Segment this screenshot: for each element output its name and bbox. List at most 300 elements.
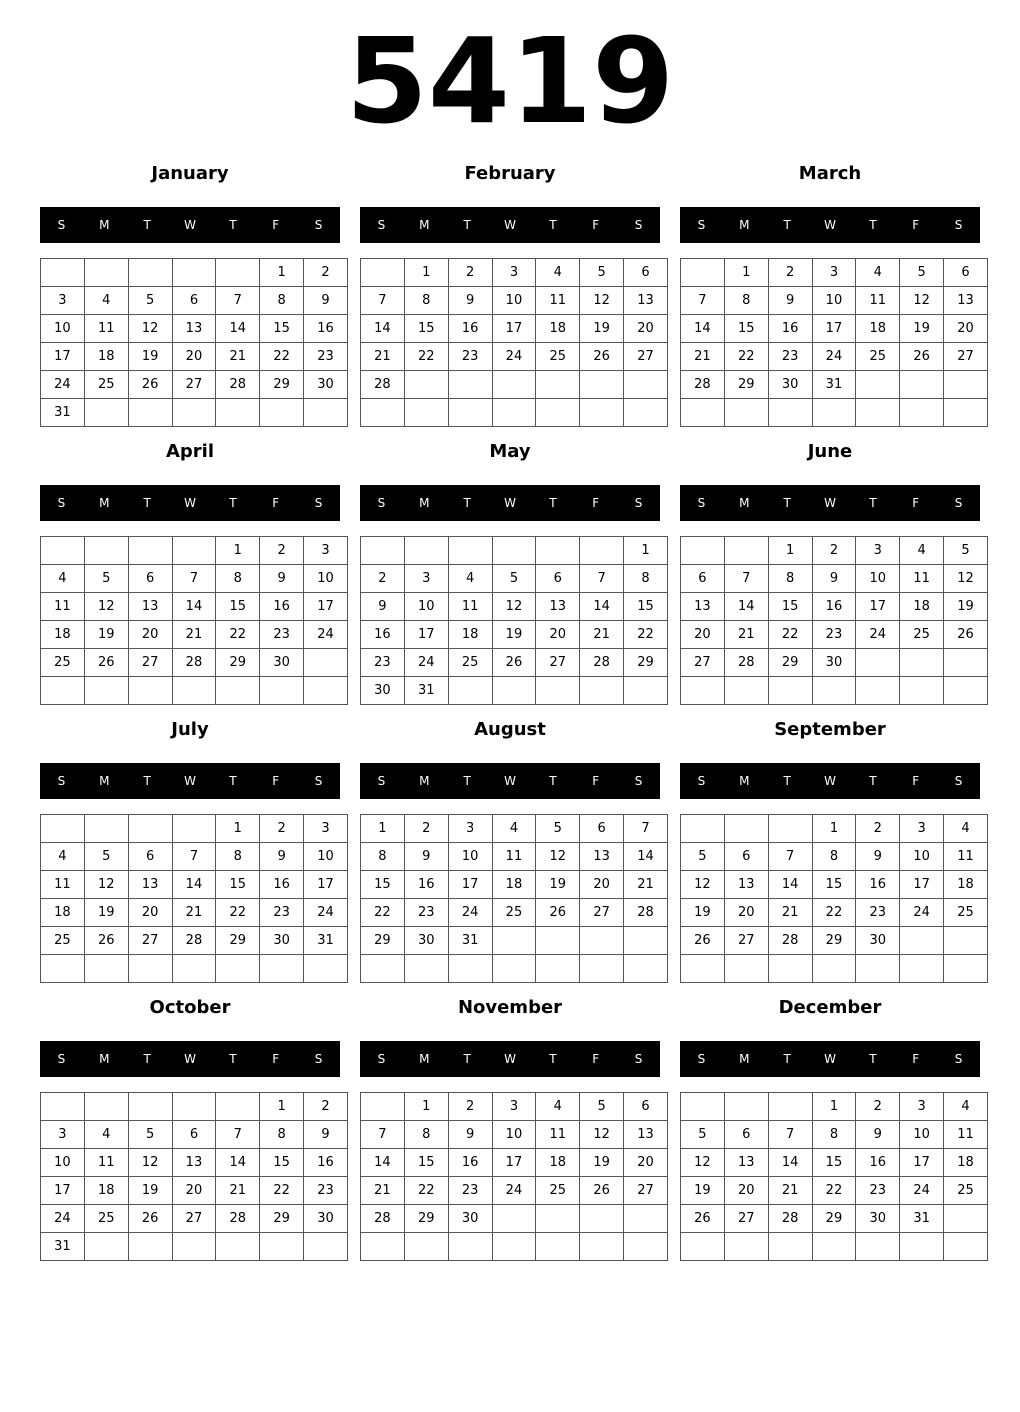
empty-cell — [944, 399, 988, 427]
day-cell: 21 — [768, 1177, 812, 1205]
day-cell: 9 — [768, 287, 812, 315]
day-cell: 30 — [812, 649, 856, 677]
day-cell: 9 — [361, 593, 405, 621]
day-cell: 3 — [492, 1093, 536, 1121]
day-cell: 19 — [900, 315, 944, 343]
day-grid — [680, 814, 988, 983]
week-row — [681, 287, 988, 315]
weekday-label: W — [184, 774, 196, 788]
weekday-label: M — [419, 1052, 430, 1066]
week-row — [361, 955, 668, 983]
day-cell: 19 — [128, 343, 172, 371]
day-cell: 21 — [361, 1177, 405, 1205]
day-cell: 17 — [304, 871, 348, 899]
day-cell: 4 — [536, 1093, 580, 1121]
day-cell: 11 — [944, 1121, 988, 1149]
day-cell: 2 — [260, 815, 304, 843]
empty-cell — [768, 955, 812, 983]
day-cell: 24 — [812, 343, 856, 371]
day-cell: 26 — [536, 899, 580, 927]
day-cell: 15 — [260, 1149, 304, 1177]
weekday-label: M — [99, 1052, 110, 1066]
day-cell: 16 — [448, 315, 492, 343]
day-cell: 25 — [856, 343, 900, 371]
day-cell: 23 — [304, 1177, 348, 1205]
week-row — [41, 593, 348, 621]
empty-cell — [624, 927, 668, 955]
day-cell: 4 — [900, 537, 944, 565]
empty-cell — [944, 649, 988, 677]
day-cell: 8 — [724, 287, 768, 315]
day-cell: 12 — [580, 287, 624, 315]
week-row — [361, 871, 668, 899]
day-cell: 27 — [536, 649, 580, 677]
day-cell: 11 — [448, 593, 492, 621]
day-cell: 27 — [128, 927, 172, 955]
day-cell: 5 — [944, 537, 988, 565]
weekday-label: T — [869, 218, 877, 232]
day-cell: 6 — [536, 565, 580, 593]
day-cell: 13 — [944, 287, 988, 315]
day-cell: 18 — [448, 621, 492, 649]
day-cell: 26 — [492, 649, 536, 677]
week-row — [681, 815, 988, 843]
week-row — [681, 565, 988, 593]
week-row — [361, 1121, 668, 1149]
day-cell: 11 — [41, 871, 85, 899]
empty-cell — [624, 1233, 668, 1261]
weekday-label: W — [504, 1052, 516, 1066]
weekday-label: W — [184, 1052, 196, 1066]
month-october — [40, 996, 340, 1266]
day-cell: 10 — [404, 593, 448, 621]
day-cell: 14 — [768, 871, 812, 899]
day-cell: 4 — [856, 259, 900, 287]
day-cell: 18 — [944, 1149, 988, 1177]
weekday-header — [680, 1041, 980, 1077]
day-cell: 30 — [260, 927, 304, 955]
empty-cell — [724, 677, 768, 705]
month-name: March — [798, 163, 862, 184]
empty-cell — [448, 1233, 492, 1261]
empty-cell — [944, 955, 988, 983]
weekday-header — [680, 207, 980, 243]
day-cell: 25 — [448, 649, 492, 677]
week-row — [681, 899, 988, 927]
week-row — [41, 1233, 348, 1261]
day-cell: 20 — [724, 899, 768, 927]
weekday-label: S — [314, 218, 323, 232]
empty-cell — [681, 399, 725, 427]
weekday-label: T — [869, 774, 877, 788]
day-cell: 16 — [856, 1149, 900, 1177]
weekday-label: S — [377, 774, 386, 788]
day-cell: 30 — [856, 927, 900, 955]
empty-cell — [492, 399, 536, 427]
day-cell: 25 — [84, 1205, 128, 1233]
week-row — [41, 537, 348, 565]
day-cell: 14 — [724, 593, 768, 621]
empty-cell — [768, 1093, 812, 1121]
empty-cell — [681, 259, 725, 287]
month-august — [360, 718, 660, 988]
day-cell: 3 — [304, 537, 348, 565]
empty-cell — [128, 537, 172, 565]
day-cell: 8 — [260, 287, 304, 315]
empty-cell — [580, 927, 624, 955]
day-cell: 23 — [304, 343, 348, 371]
weekday-label: F — [912, 1052, 920, 1066]
day-cell: 30 — [768, 371, 812, 399]
day-cell: 17 — [41, 343, 85, 371]
day-cell: 17 — [492, 315, 536, 343]
day-cell: 5 — [128, 1121, 172, 1149]
day-cell: 1 — [724, 259, 768, 287]
day-cell: 28 — [724, 649, 768, 677]
weekday-label: W — [504, 218, 516, 232]
day-cell: 23 — [856, 899, 900, 927]
day-cell: 23 — [260, 899, 304, 927]
day-cell: 25 — [536, 1177, 580, 1205]
day-cell: 24 — [304, 899, 348, 927]
empty-cell — [681, 815, 725, 843]
day-cell: 9 — [404, 843, 448, 871]
day-cell: 16 — [304, 1149, 348, 1177]
day-cell: 6 — [724, 843, 768, 871]
empty-cell — [580, 955, 624, 983]
day-cell: 16 — [812, 593, 856, 621]
empty-cell — [944, 1233, 988, 1261]
month-december — [680, 996, 980, 1266]
day-cell: 8 — [361, 843, 405, 871]
day-cell: 29 — [361, 927, 405, 955]
weekday-label: S — [57, 496, 66, 510]
empty-cell — [724, 1233, 768, 1261]
day-cell: 13 — [724, 1149, 768, 1177]
day-grid — [40, 814, 348, 983]
weekday-label: T — [783, 496, 791, 510]
week-row — [681, 1205, 988, 1233]
day-cell: 4 — [492, 815, 536, 843]
weekday-label: M — [99, 218, 110, 232]
weekday-header — [360, 207, 660, 243]
weekday-label: T — [549, 774, 557, 788]
day-cell: 28 — [216, 371, 260, 399]
empty-cell — [812, 677, 856, 705]
day-cell: 5 — [681, 1121, 725, 1149]
day-cell: 19 — [84, 899, 128, 927]
week-row — [361, 287, 668, 315]
day-cell: 4 — [41, 843, 85, 871]
weekday-label: S — [697, 218, 706, 232]
week-row — [681, 927, 988, 955]
week-row — [41, 955, 348, 983]
day-cell: 27 — [128, 649, 172, 677]
day-cell: 11 — [536, 1121, 580, 1149]
weekday-label: W — [184, 218, 196, 232]
day-cell: 24 — [492, 1177, 536, 1205]
day-cell: 9 — [260, 565, 304, 593]
empty-cell — [404, 1233, 448, 1261]
day-cell: 21 — [216, 343, 260, 371]
week-row — [361, 1233, 668, 1261]
day-cell: 29 — [624, 649, 668, 677]
day-cell: 12 — [536, 843, 580, 871]
empty-cell — [580, 677, 624, 705]
week-row — [41, 371, 348, 399]
day-cell: 23 — [404, 899, 448, 927]
empty-cell — [260, 955, 304, 983]
day-cell: 27 — [724, 1205, 768, 1233]
day-cell: 9 — [448, 1121, 492, 1149]
day-grid — [40, 258, 348, 427]
weekday-label: S — [634, 774, 643, 788]
weekday-label: T — [463, 774, 471, 788]
empty-cell — [492, 1205, 536, 1233]
day-cell: 6 — [681, 565, 725, 593]
month-november — [360, 996, 660, 1266]
day-cell: 16 — [260, 593, 304, 621]
day-cell: 19 — [944, 593, 988, 621]
day-cell: 23 — [361, 649, 405, 677]
day-cell: 4 — [84, 1121, 128, 1149]
empty-cell — [260, 677, 304, 705]
weekday-label: M — [419, 218, 430, 232]
weekday-label: S — [377, 1052, 386, 1066]
empty-cell — [624, 955, 668, 983]
day-cell: 15 — [624, 593, 668, 621]
weekday-header — [40, 1041, 340, 1077]
day-cell: 7 — [216, 287, 260, 315]
empty-cell — [84, 537, 128, 565]
day-cell: 7 — [768, 843, 812, 871]
day-cell: 17 — [404, 621, 448, 649]
day-grid — [680, 1092, 988, 1261]
day-cell: 12 — [492, 593, 536, 621]
day-cell: 16 — [448, 1149, 492, 1177]
day-cell: 5 — [84, 843, 128, 871]
day-cell: 13 — [536, 593, 580, 621]
weekday-label: T — [783, 1052, 791, 1066]
week-row — [361, 1205, 668, 1233]
day-cell: 27 — [172, 371, 216, 399]
empty-cell — [361, 537, 405, 565]
empty-cell — [492, 371, 536, 399]
day-cell: 30 — [404, 927, 448, 955]
day-cell: 14 — [172, 871, 216, 899]
week-row — [41, 899, 348, 927]
empty-cell — [724, 815, 768, 843]
day-cell: 9 — [304, 1121, 348, 1149]
day-cell: 18 — [492, 871, 536, 899]
week-row — [681, 649, 988, 677]
empty-cell — [900, 677, 944, 705]
week-row — [41, 927, 348, 955]
empty-cell — [536, 399, 580, 427]
week-row — [361, 1149, 668, 1177]
empty-cell — [536, 1205, 580, 1233]
week-row — [681, 871, 988, 899]
empty-cell — [361, 955, 405, 983]
day-cell: 29 — [812, 1205, 856, 1233]
day-cell: 4 — [536, 259, 580, 287]
week-row — [361, 843, 668, 871]
day-cell: 30 — [260, 649, 304, 677]
day-cell: 29 — [216, 649, 260, 677]
day-cell: 26 — [580, 1177, 624, 1205]
empty-cell — [84, 1233, 128, 1261]
day-cell: 16 — [304, 315, 348, 343]
day-cell: 10 — [492, 287, 536, 315]
empty-cell — [724, 537, 768, 565]
empty-cell — [580, 371, 624, 399]
empty-cell — [580, 1233, 624, 1261]
day-cell: 26 — [84, 649, 128, 677]
empty-cell — [900, 955, 944, 983]
day-cell: 7 — [681, 287, 725, 315]
empty-cell — [84, 259, 128, 287]
day-cell: 6 — [624, 259, 668, 287]
weekday-label: S — [954, 218, 963, 232]
weekday-header — [360, 1041, 660, 1077]
day-cell: 10 — [900, 843, 944, 871]
day-cell: 22 — [768, 621, 812, 649]
week-row — [681, 371, 988, 399]
week-row — [361, 565, 668, 593]
day-cell: 1 — [260, 259, 304, 287]
day-grid — [360, 814, 668, 983]
day-cell: 6 — [944, 259, 988, 287]
day-cell: 13 — [624, 287, 668, 315]
day-cell: 3 — [304, 815, 348, 843]
empty-cell — [681, 1233, 725, 1261]
day-cell: 25 — [900, 621, 944, 649]
day-cell: 12 — [128, 1149, 172, 1177]
day-cell: 3 — [404, 565, 448, 593]
weekday-label: T — [229, 774, 237, 788]
weekday-label: T — [229, 1052, 237, 1066]
empty-cell — [304, 399, 348, 427]
day-cell: 18 — [41, 899, 85, 927]
day-cell: 20 — [172, 1177, 216, 1205]
day-cell: 24 — [41, 371, 85, 399]
week-row — [681, 537, 988, 565]
empty-cell — [84, 399, 128, 427]
weekday-label: T — [463, 1052, 471, 1066]
weekday-label: T — [229, 496, 237, 510]
day-cell: 24 — [492, 343, 536, 371]
month-june — [680, 440, 980, 710]
weekday-label: T — [549, 218, 557, 232]
day-cell: 11 — [856, 287, 900, 315]
day-cell: 28 — [681, 371, 725, 399]
day-cell: 11 — [84, 1149, 128, 1177]
day-cell: 28 — [361, 1205, 405, 1233]
week-row — [41, 1121, 348, 1149]
day-cell: 23 — [768, 343, 812, 371]
day-cell: 26 — [84, 927, 128, 955]
week-row — [41, 287, 348, 315]
day-cell: 5 — [128, 287, 172, 315]
day-cell: 16 — [856, 871, 900, 899]
month-september — [680, 718, 980, 988]
empty-cell — [448, 399, 492, 427]
empty-cell — [536, 677, 580, 705]
empty-cell — [404, 399, 448, 427]
day-cell: 23 — [856, 1177, 900, 1205]
week-row — [681, 955, 988, 983]
day-cell: 22 — [216, 899, 260, 927]
week-row — [681, 343, 988, 371]
weekday-label: W — [824, 496, 836, 510]
empty-cell — [41, 677, 85, 705]
day-cell: 4 — [448, 565, 492, 593]
day-cell: 17 — [812, 315, 856, 343]
week-row — [361, 371, 668, 399]
empty-cell — [900, 1233, 944, 1261]
weekday-label: S — [377, 496, 386, 510]
day-cell: 13 — [724, 871, 768, 899]
day-cell: 26 — [681, 1205, 725, 1233]
day-cell: 7 — [624, 815, 668, 843]
week-row — [681, 843, 988, 871]
week-row — [361, 927, 668, 955]
day-cell: 13 — [172, 315, 216, 343]
empty-cell — [448, 677, 492, 705]
day-cell: 26 — [128, 371, 172, 399]
day-cell: 4 — [84, 287, 128, 315]
day-cell: 20 — [580, 871, 624, 899]
day-cell: 28 — [172, 649, 216, 677]
week-row — [361, 899, 668, 927]
weekday-label: S — [377, 218, 386, 232]
weekday-label: W — [184, 496, 196, 510]
empty-cell — [768, 815, 812, 843]
empty-cell — [404, 955, 448, 983]
day-cell: 14 — [580, 593, 624, 621]
weekday-label: T — [143, 774, 151, 788]
day-cell: 17 — [448, 871, 492, 899]
day-cell: 11 — [536, 287, 580, 315]
day-cell: 1 — [361, 815, 405, 843]
weekday-label: F — [272, 1052, 280, 1066]
day-cell: 2 — [304, 259, 348, 287]
day-cell: 18 — [900, 593, 944, 621]
empty-cell — [304, 955, 348, 983]
empty-cell — [580, 1205, 624, 1233]
day-cell: 7 — [172, 565, 216, 593]
empty-cell — [448, 955, 492, 983]
empty-cell — [624, 1205, 668, 1233]
day-cell: 20 — [624, 315, 668, 343]
day-cell: 21 — [216, 1177, 260, 1205]
day-cell: 27 — [580, 899, 624, 927]
week-row — [681, 1121, 988, 1149]
day-cell: 1 — [768, 537, 812, 565]
day-cell: 5 — [580, 1093, 624, 1121]
day-cell: 21 — [361, 343, 405, 371]
empty-cell — [128, 399, 172, 427]
week-row — [41, 343, 348, 371]
empty-cell — [84, 815, 128, 843]
day-cell: 19 — [580, 315, 624, 343]
day-cell: 18 — [41, 621, 85, 649]
day-cell: 27 — [624, 343, 668, 371]
empty-cell — [944, 927, 988, 955]
empty-cell — [580, 399, 624, 427]
day-cell: 7 — [768, 1121, 812, 1149]
day-cell: 13 — [580, 843, 624, 871]
